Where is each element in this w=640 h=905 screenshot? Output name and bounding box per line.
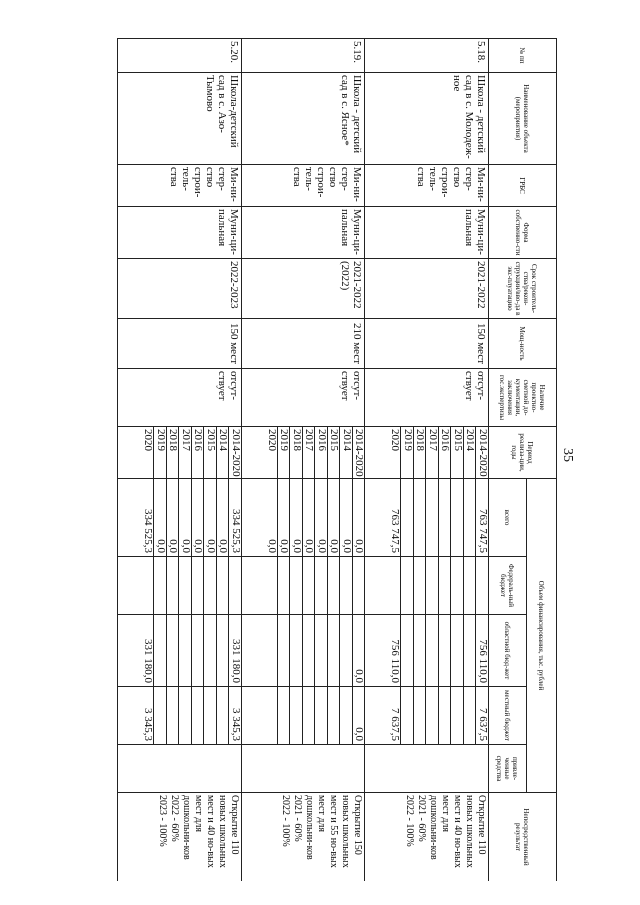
header-name: Наименование объекта (мероприятия) [489,73,557,165]
year-label: 2019 [277,427,290,478]
year-label: 2019 [153,427,166,478]
grbs-cell: Ми-ни-стер-ство строи-тель-ства [241,165,365,207]
federal-value [142,557,154,614]
local-value [178,687,191,744]
object-name: Школа-детский сад в с. Азо-Тымово [118,73,242,165]
total-value: 0,0 [352,479,365,556]
total-value [463,479,476,556]
total-value [451,479,464,556]
object-name: Школа - детский сад в с. Ясное* [241,73,365,165]
local-value [265,687,277,744]
year-label: 2015 [327,427,340,478]
year-label: 2014 [463,427,476,478]
federal-values [241,557,365,615]
federal-value [277,557,290,614]
row-number: 5.20. [118,39,242,73]
federal-value [476,557,489,614]
federal-value [451,557,464,614]
object-name: Школа - детский сад в с. Молодеж-ное [365,73,489,165]
local-values [241,687,365,745]
total-value: 0,0 [265,539,278,553]
year-label: 2020 [265,429,278,451]
year-label: 2016 [314,427,327,478]
header-capacity: Мощ-ность [489,319,557,369]
regional-value [265,615,277,686]
federal-values [118,557,242,615]
table-row [241,39,365,882]
local-value [289,687,302,744]
capacity-cell: 150 мест [365,319,489,369]
total-value: 334 525,3 [142,509,155,553]
header-federal: Федераль-ный бюджет [489,557,527,615]
local-value [451,687,464,744]
total-value: 0,0 [166,479,179,556]
federal-value [401,557,414,614]
total-value: 334 525,3 [228,479,241,556]
local-value [153,687,166,744]
year-label: 2017 [426,427,439,478]
total-value: 0,0 [339,479,352,556]
regional-value [277,615,290,686]
grbs-cell: Ми-ни-стер-ство строи-тель-ства [365,165,489,207]
total-value: 0,0 [314,479,327,556]
header-total: всего [489,479,527,557]
grbs-cell: Ми-ни-стер-ство строи-тель-ства [118,165,242,207]
total-value: 0,0 [153,479,166,556]
capacity-cell: 150 мест [118,319,242,369]
local-value [277,687,290,744]
federal-value [438,557,451,614]
local-value [191,687,204,744]
docs-cell: отсут-ствует [365,369,489,427]
local-values [118,687,242,745]
header-term: Срок строитель-ства/рекон-струкции/вво-да в экс-плуатацию [489,259,557,319]
capacity-cell: 210 мест [241,319,365,369]
year-label: 2016 [438,427,451,478]
result-cell: Открытие 150 новых школьных мест и 55 но-вых мест для дошкольни-ков 2021 - 60% 2022 - 100% [241,793,365,881]
regional-value [327,615,340,686]
regional-value: 331 180,0 [142,639,155,683]
federal-value [153,557,166,614]
regional-value [216,615,229,686]
total-value: 763 747,5 [476,479,489,556]
federal-value [203,557,216,614]
docs-cell: отсут-ствует [118,369,242,427]
regional-value: 0,0 [352,615,365,686]
local-value [401,687,414,744]
local-value: 7 637,5 [389,708,402,741]
federal-value [178,557,191,614]
federal-value [289,557,302,614]
year-label: 2020 [142,429,155,451]
total-value: 0,0 [191,479,204,556]
federal-value [265,557,277,614]
total-value: 0,0 [289,479,302,556]
local-value [216,687,229,744]
header-local: местный бюджет [489,687,527,745]
federal-value [228,557,241,614]
federal-value [166,557,179,614]
header-regional: областной бюд-жет [489,615,527,687]
year-label: 2015 [451,427,464,478]
regional-values [365,615,489,687]
regional-value [413,615,426,686]
header-finance-group: Объем финансирования, тыс. рублей [527,479,557,793]
period-years [241,427,365,479]
local-value [327,687,340,744]
page-number: 35 [560,448,575,462]
local-value [339,687,352,744]
regional-value [314,615,327,686]
total-value: 0,0 [302,479,315,556]
federal-value [314,557,327,614]
federal-value [426,557,439,614]
local-value: 3 345,3 [142,708,155,741]
regional-value [289,615,302,686]
local-value [302,687,315,744]
total-value [413,479,426,556]
federal-value [302,557,315,614]
regional-values [118,615,242,687]
other-funds-cell [241,745,365,793]
year-label: 2014-2020 [229,429,242,477]
regional-value [463,615,476,686]
year-label: 2014 [339,427,352,478]
rotated-table-frame [117,38,557,881]
total-value: 0,0 [327,479,340,556]
local-values [365,687,489,745]
total-value: 0,0 [277,479,290,556]
regional-value [178,615,191,686]
total-value: 0,0 [216,479,229,556]
regional-value [302,615,315,686]
regional-value: 331 180,0 [228,615,241,686]
header-docs: Наличие проектно-сметной до-кументации, заключения гос.экспертизы [489,369,557,427]
year-label: 2018 [413,427,426,478]
period-years [365,427,489,479]
regional-value [166,615,179,686]
year-label: 2015 [203,427,216,478]
federal-values [365,557,489,615]
year-label: 2016 [191,427,204,478]
local-value: 0,0 [352,687,365,744]
local-value [413,687,426,744]
result-cell: Открытие 110 новых школьных мест и 40 но-вых мест для дошкольни-ков 2022 - 60% 2023 - 100% [118,793,242,881]
header-period: Период реализа-ции, годы [489,427,557,479]
local-value [314,687,327,744]
regional-value [191,615,204,686]
regional-value: 756 110,0 [476,615,489,686]
year-label: 2020 [389,429,402,451]
federal-value [389,557,401,614]
local-value: 3 345,3 [228,687,241,744]
total-value [401,479,414,556]
regional-value [339,615,352,686]
total-values [118,479,242,557]
term-cell: 2022-2023 [118,259,242,319]
header-num: № пп [489,39,557,73]
total-values [365,479,489,557]
local-value [463,687,476,744]
federal-value [339,557,352,614]
federal-value [327,557,340,614]
federal-value [191,557,204,614]
other-funds-cell [365,745,489,793]
total-value: 0,0 [203,479,216,556]
regional-value [203,615,216,686]
year-label: 2017 [178,427,191,478]
result-cell: Открытие 110 новых школьных мест и 40 но-вых мест для дошкольни-ков 2021 - 60% 2022 - 100% [365,793,489,881]
regional-values [241,615,365,687]
federal-value [352,557,365,614]
regional-value [438,615,451,686]
year-label: 2014-2020 [353,429,366,477]
total-values [241,479,365,557]
financing-table [117,38,557,881]
header-ownership: Форма собственно-сти [489,207,557,259]
period-years [118,427,242,479]
header-other: привле-ченные средства [489,745,527,793]
year-label: 2014 [216,427,229,478]
term-cell: 2021-2022 [365,259,489,319]
year-label: 2017 [302,427,315,478]
local-value [166,687,179,744]
other-funds-cell [118,745,242,793]
ownership-cell: Муни-ци-пальная [365,207,489,259]
header-result: Непосредственный результат [489,793,557,881]
row-number: 5.18. [365,39,489,73]
total-value [438,479,451,556]
table-row [365,39,489,882]
year-label: 2018 [289,427,302,478]
regional-value [451,615,464,686]
federal-value [216,557,229,614]
federal-value [413,557,426,614]
local-value: 7 637,5 [476,687,489,744]
regional-value [401,615,414,686]
table-row [118,39,242,882]
header-grbs: ГРБС [489,165,557,207]
local-value [203,687,216,744]
regional-value [153,615,166,686]
docs-cell: отсут-ствует [241,369,365,427]
ownership-cell: Муни-ци-пальная [118,207,242,259]
term-cell: 2021-2022 (2022) [241,259,365,319]
year-label: 2019 [401,427,414,478]
local-value [438,687,451,744]
total-value: 763 747,5 [389,509,402,553]
row-number: 5.19. [241,39,365,73]
regional-value [426,615,439,686]
local-value [426,687,439,744]
year-label: 2018 [166,427,179,478]
total-value: 0,0 [178,479,191,556]
ownership-cell: Муни-ци-пальная [241,207,365,259]
year-label: 2014-2020 [477,429,489,477]
total-value [426,479,439,556]
regional-value: 756 110,0 [389,639,402,683]
federal-value [463,557,476,614]
